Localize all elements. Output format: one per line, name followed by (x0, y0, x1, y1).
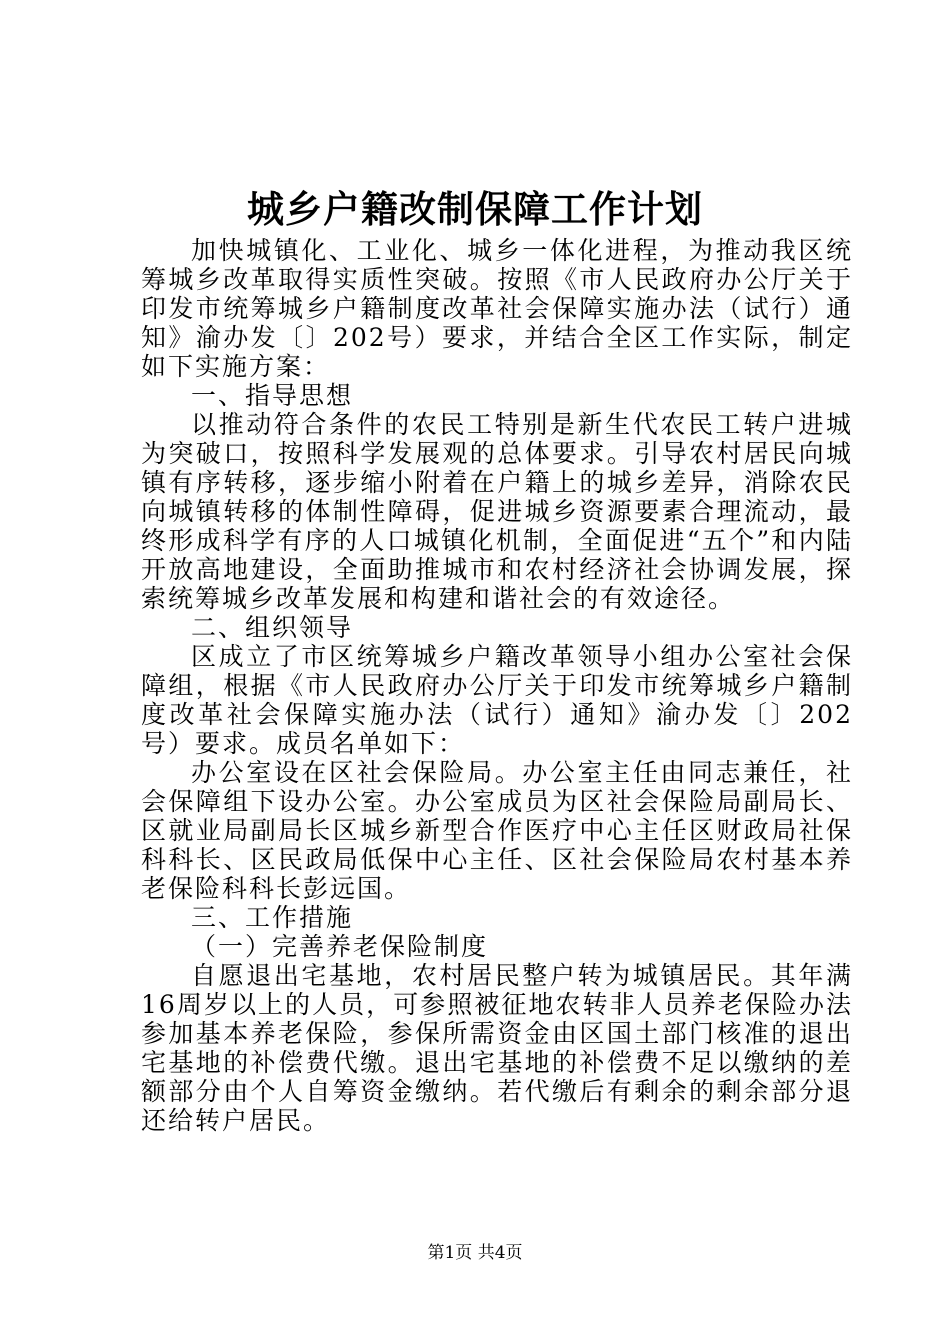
document-title: 城乡户籍改制保障工作计划 (247, 187, 703, 231)
document-body (141, 236, 853, 1135)
paragraph-organization: 区成立了市区统筹城乡户籍改革领导小组办公室社会保障组，根据《市人民政府办公厅关于印发市统筹城乡户籍制度改革社会保障实施办法（试行）通知》渝办发〔〕202号）要求。成员名单如下： (141, 642, 853, 758)
subsection-heading-pension: （一）完善养老保险制度 (191, 932, 489, 961)
section-heading-measures: 三、工作措施 (191, 903, 354, 932)
paragraph-intro: 加快城镇化、工业化、城乡一体化进程，为推动我区统筹城乡改革取得实质性突破。按照《市人民政府办公厅关于印发市统筹城乡户籍制度改革社会保障实施办法（试行）通知》渝办发〔〕202号）要求，并结合全区工作实际，制定如下实施方案： (141, 236, 853, 381)
paragraph-guiding-ideology: 以推动符合条件的农民工特别是新生代农民工转户进城为突破口，按照科学发展观的总体要求。引导农村居民向城镇有序转移，逐步缩小附着在户籍上的城乡差异，消除农民向城镇转移的体制性障碍，促进城乡资源要素合理流动，最终形成科学有序的人口城镇化机制，全面促进“五个”和内陆开放高地建设，全面助推城市和农村经济社会协调发展，探索统筹城乡改革发展和构建和谐社会的有效途径。 (141, 410, 853, 613)
page-footer: 第1页 共4页 (427, 1243, 523, 1263)
paragraph-pension: 自愿退出宅基地，农村居民整户转为城镇居民。其年满16周岁以上的人员，可参照被征地农转非人员养老保险办法参加基本养老保险，参保所需资金由区国土部门核准的退出宅基地的补偿费代缴。退出宅基地的补偿费不足以缴纳的差额部分由个人自筹资金缴纳。若代缴后有剩余的剩余部分退还给转户居民。 (141, 961, 853, 1135)
section-heading-guiding-ideology: 一、指导思想 (191, 381, 354, 410)
section-heading-organization: 二、组织领导 (191, 613, 354, 642)
paragraph-office-members: 办公室设在区社会保险局。办公室主任由同志兼任，社会保障组下设办公室。办公室成员为区社会保险局副局长、区就业局副局长区城乡新型合作医疗中心主任区财政局社保科科长、区民政局低保中心主任、区社会保险局农村基本养老保险科科长彭远国。 (141, 758, 853, 903)
